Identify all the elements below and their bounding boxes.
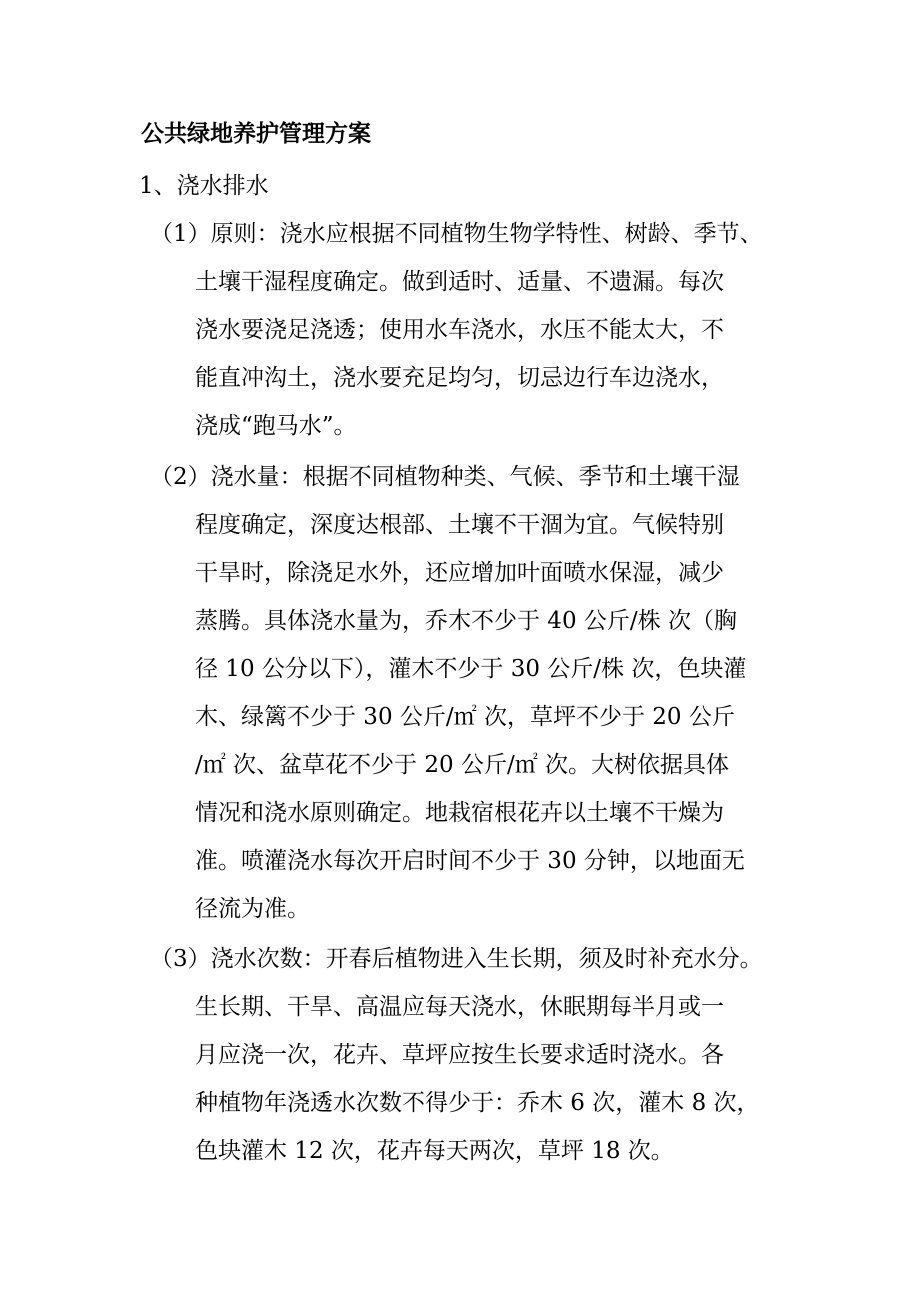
paragraph-line: 径流为准。 [195,896,310,922]
document-title: 公共绿地养护管理方案 [141,120,371,147]
section-heading: 1、浇水排水 [139,173,269,199]
paragraph-line: 种植物年浇透水次数不得少于：乔木 6 次，灌木 8 次， [195,1090,760,1116]
paragraph-water-amount [150,460,800,940]
paragraph-line: （2）浇水量：根据不同植物种类、气候、季节和土壤干湿 [150,464,740,490]
paragraph-line: （3）浇水次数：开春后植物进入生长期，须及时补充水分。 [150,946,763,972]
paragraph-line: 月应浇一次，花卉、草坪应按生长要求适时浇水。各 [195,1042,724,1068]
paragraph-line: 准。喷灌浇水每次开启时间不少于 30 分钟，以地面无 [195,848,745,874]
paragraph-line: 浇成“跑马水”。 [195,413,357,439]
paragraph-line: 能直冲沟土，浇水要充足均匀，切忌边行车边浇水， [195,365,724,391]
paragraph-line: 情况和浇水原则确定。地栽宿根花卉以土壤不干燥为 [195,800,724,826]
paragraph-line: 径 10 公分以下），灌木不少于 30 公斤/株 次，色块灌 [195,656,747,682]
paragraph-line: 土壤干湿程度确定。做到适时、适量、不遗漏。每次 [195,269,724,295]
paragraph-line: 木、绿篱不少于 30 公斤/㎡ 次，草坪不少于 20 公斤 [195,704,735,730]
paragraph-line: 程度确定，深度达根部、土壤不干涸为宜。气候特别 [195,512,724,538]
paragraph-line: /㎡ 次、盆草花不少于 20 公斤/㎡ 次。大树依据具体 [195,752,730,778]
paragraph-line: 色块灌木 12 次，花卉每天两次，草坪 18 次。 [195,1138,674,1164]
paragraph-line: 浇水要浇足浇透；使用水车浇水，水压不能太大，不 [195,317,724,343]
paragraph-water-frequency [150,942,800,1182]
paragraph-principle [150,217,800,457]
paragraph-line: 干旱时，除浇足水外，还应增加叶面喷水保湿，减少 [195,560,724,586]
paragraph-line: （1）原则：浇水应根据不同植物生物学特性、树龄、季节、 [150,221,763,247]
paragraph-line: 生长期、干旱、高温应每天浇水，休眠期每半月或一 [195,994,724,1020]
paragraph-line: 蒸腾。具体浇水量为，乔木不少于 40 公斤/株 次（胸 [195,608,737,634]
